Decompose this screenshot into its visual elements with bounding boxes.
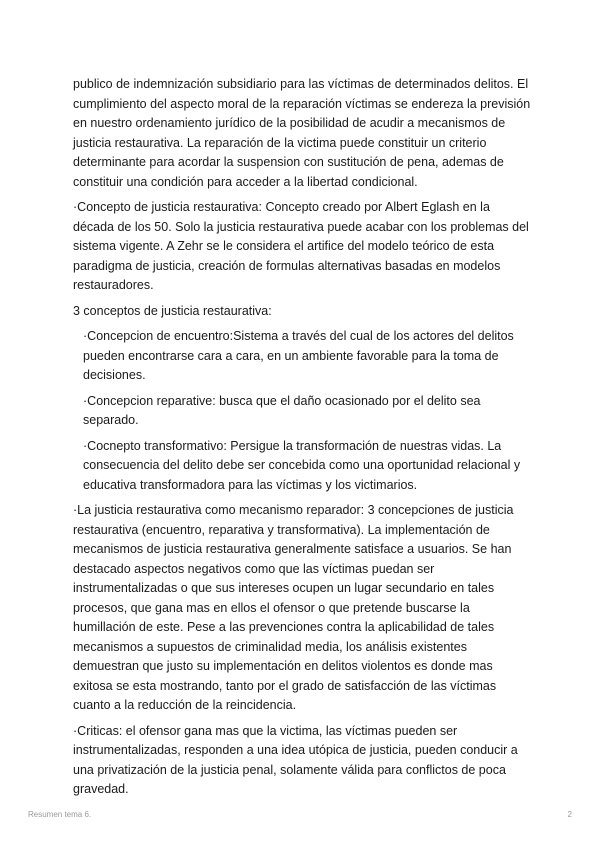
list-item-concepto-transformativo: ·Cocnepto transformativo: Persigue la transformación de nuestras vidas. La consecuencia del delito debe ser concebida como una oportunidad relacional y educativa transformadora para las víctimas y los victimarios. [83, 438, 521, 492]
list-item-concepcion-reparative: ·Concepcion reparative: busca que el daño ocasionado por el delito sea separado. [83, 393, 481, 427]
paragraph-criticas: ·Criticas: el ofensor gana mas que la victima, las víctimas pueden ser instrumentalizadas, responden a una idea utópica de justicia, pueden conducir a una privatización de la justicia penal, solamente válida para conflictos de poca gravedad. [73, 723, 518, 796]
footer-page-number: 2 [567, 810, 572, 819]
document-body [73, 75, 533, 806]
paragraph-indemnizacion: publico de indemnización subsidiario para las víctimas de determinados delitos. El cumplimiento del aspecto moral de la reparación víctimas se endereza la previsión en nuestro ordenamiento jurídico de la posibilidad de acudir a mecanismos de justicia restaurativa. La reparación de la victima puede constituir un criterio determinante para acordar la suspension con sustitución de pena, ademas de constituir una condición para acceder a la libertad condicional. [73, 77, 531, 189]
footer-document-title: Resumen tema 6. [28, 810, 92, 819]
paragraph-mecanismo-reparador: ·La justicia restaurativa como mecanismo reparador: 3 concepciones de justicia restaurativa (encuentro, reparativa y transformativa). La implementación de mecanismos de justicia restaurativa generalmente satisface a usuarios. Se han destacado aspectos negativos como que las víctimas puedan ser instrumentalizadas o que sus intereses ocupen un lugar secundario en tales procesos, que gana mas en ellos el ofensor o que pretende buscarse la humillación de este. Pese a las prevenciones contra la aplicabilidad de tales mecanismos a supuestos de criminalidad media, los análisis existentes demuestran que justo su implementación en delitos violentos es donde mas exitosa se esta mostrando, tanto por el grado de satisfacción de las víctimas cuanto a la reducción de la reincidencia. [73, 503, 514, 712]
paragraph-tres-conceptos-heading: 3 conceptos de justicia restaurativa: [73, 303, 272, 318]
list-item-concepcion-encuentro: ·Concepcion de encuentro:Sistema a través del cual de los actores del delitos pueden encontrarse cara a cara, en un ambiente favorable para la toma de decisiones. [83, 329, 514, 382]
paragraph-concepto-justicia-restaurativa: ·Concepto de justicia restaurativa: Concepto creado por Albert Eglash en la década de los 50. Solo la justicia restaurativa puede acabar con los problemas del sistema vigente. A Zehr se le considera el artifice del modelo teórico de esta paradigma de justicia, creación de formulas alternativas basadas en modelos restauradores. [73, 200, 529, 292]
